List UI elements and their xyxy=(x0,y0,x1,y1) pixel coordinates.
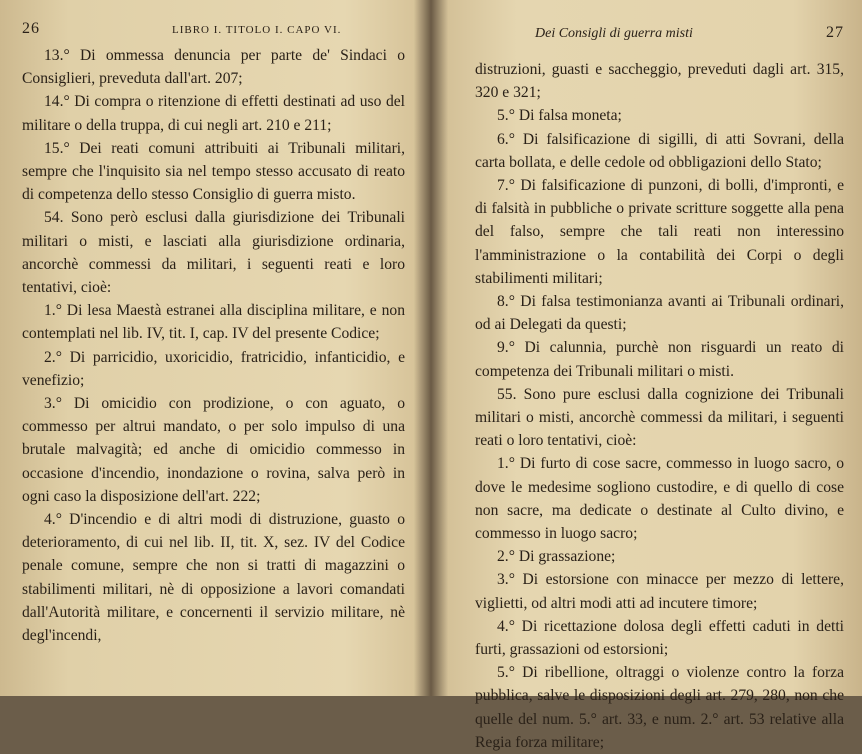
paragraph: 1.° Di lesa Maestà estranei alla disciplina militare, e non contemplati nel lib. IV, tit. I, cap. IV del presente Codice; xyxy=(22,302,405,343)
paragraph: 5.° Di ribellione, oltraggi o violenze contro la forza pubblica, salve le disposizioni degli art. 279, 280, non che quelle del num. 5.° art. 33, e num. 2.° art. 53 relative alla Regia forza militare; xyxy=(475,664,844,751)
left-page-text xyxy=(22,44,405,647)
left-page xyxy=(0,0,431,696)
paragraph: distruzioni, guasti e saccheggio, preveduti dagli art. 315, 320 e 321; xyxy=(475,61,844,102)
paragraph: 14.° Di compra o ritenzione di effetti destinati ad uso del militare o della truppa, di cui negli art. 210 e 211; xyxy=(22,93,405,134)
right-page-text xyxy=(475,58,844,754)
paragraph: 1.° Di furto di cose sacre, commesso in luogo sacro, o dove le medesime sogliono custodire, e di quello di cose non sacre, ma dedicate o destinate al Culto divino, e commesso in luogo sacro; xyxy=(475,455,844,543)
right-page xyxy=(431,0,862,751)
paragraph: 4.° Di ricettazione dolosa degli effetti caduti in detti furti, grassazioni od estorsioni; xyxy=(475,617,844,659)
article-paragraph: 55. Sono pure esclusi dalla cognizione dei Tribunali militari o misti, ancorchè commessi da militari, i seguenti reati o loro tentativi, cioè: xyxy=(475,385,844,450)
paragraph: 7.° Di falsificazione di punzoni, di bolli, d'impronti, e di falsità in pubbliche o private scritture soggette alla pena del falso, sempre che tali reati non interessino l'amministrazione o la contabilità dei Corpi o degli stabilimenti militari; xyxy=(475,177,844,287)
left-page-header xyxy=(22,22,405,44)
paragraph: 3.° Di omicidio con prodizione, o con aguato, o commesso per altrui mandato, o per solo impulso di una brutale malvagità; ed anche di omicidio commesso in occasione d'incendio, inondazione o rovina, salva però in ogni caso la disposizione dell'art. 222; xyxy=(22,395,405,505)
paragraph: 4.° D'incendio e di altri modi di distruzione, guasto o deterioramento, di cui nel lib. II, tit. X, sez. IV del Codice penale comune, sempre che non si tratti di magazzini o stabilimenti militari, nè di opposizione a lavori comandati dall'Autorità militare, e concernenti il servizio militare, nè degl'incendi, xyxy=(22,511,405,645)
paragraph: 5.° Di falsa moneta; xyxy=(497,107,622,125)
left-running-head: LIBRO I. TITOLO I. CAPO VI. xyxy=(172,24,342,36)
paragraph: 3.° Di estorsione con minacce per mezzo di lettere, viglietti, od altri modi atti ad incutere timore; xyxy=(475,571,844,612)
article-paragraph: 54. Sono però esclusi dalla giurisdizione dei Tribunali militari o misti, e lasciati alla giurisdizione ordinaria, ancorchè commessi da militari, i seguenti reati e loro tentativi, cioè: xyxy=(22,209,405,297)
paragraph: 2.° Di grassazione; xyxy=(497,548,616,566)
paragraph: 9.° Di calunnia, purchè non risguardi un reato di competenza dei Tribunali militari o misti. xyxy=(475,339,844,380)
right-running-head: Dei Consigli di guerra misti xyxy=(535,26,693,41)
paragraph: 15.° Dei reati comuni attribuiti ai Tribunali militari, sempre che l'inquisito sia nel tempo stesso accusato di reato di competenza dello stesso Consiglio di guerra misto. xyxy=(22,139,405,204)
left-page-number: 26 xyxy=(22,20,40,37)
right-page-header xyxy=(475,24,844,52)
paragraph: 8.° Di falsa testimonianza avanti ai Tribunali ordinari, od ai Delegati da questi; xyxy=(475,293,844,334)
paragraph: 6.° Di falsificazione di sigilli, di atti Sovrani, della carta bollata, e delle cedole od obbligazioni dello Stato; xyxy=(475,130,844,171)
paragraph: 13.° Di ommessa denuncia per parte de' Sindaci o Consiglieri, preveduta dall'art. 207; xyxy=(22,47,405,88)
right-page-number: 27 xyxy=(826,24,844,41)
paragraph: 2.° Di parricidio, uxoricidio, fratricidio, infanticidio, e venefizio; xyxy=(22,348,405,389)
